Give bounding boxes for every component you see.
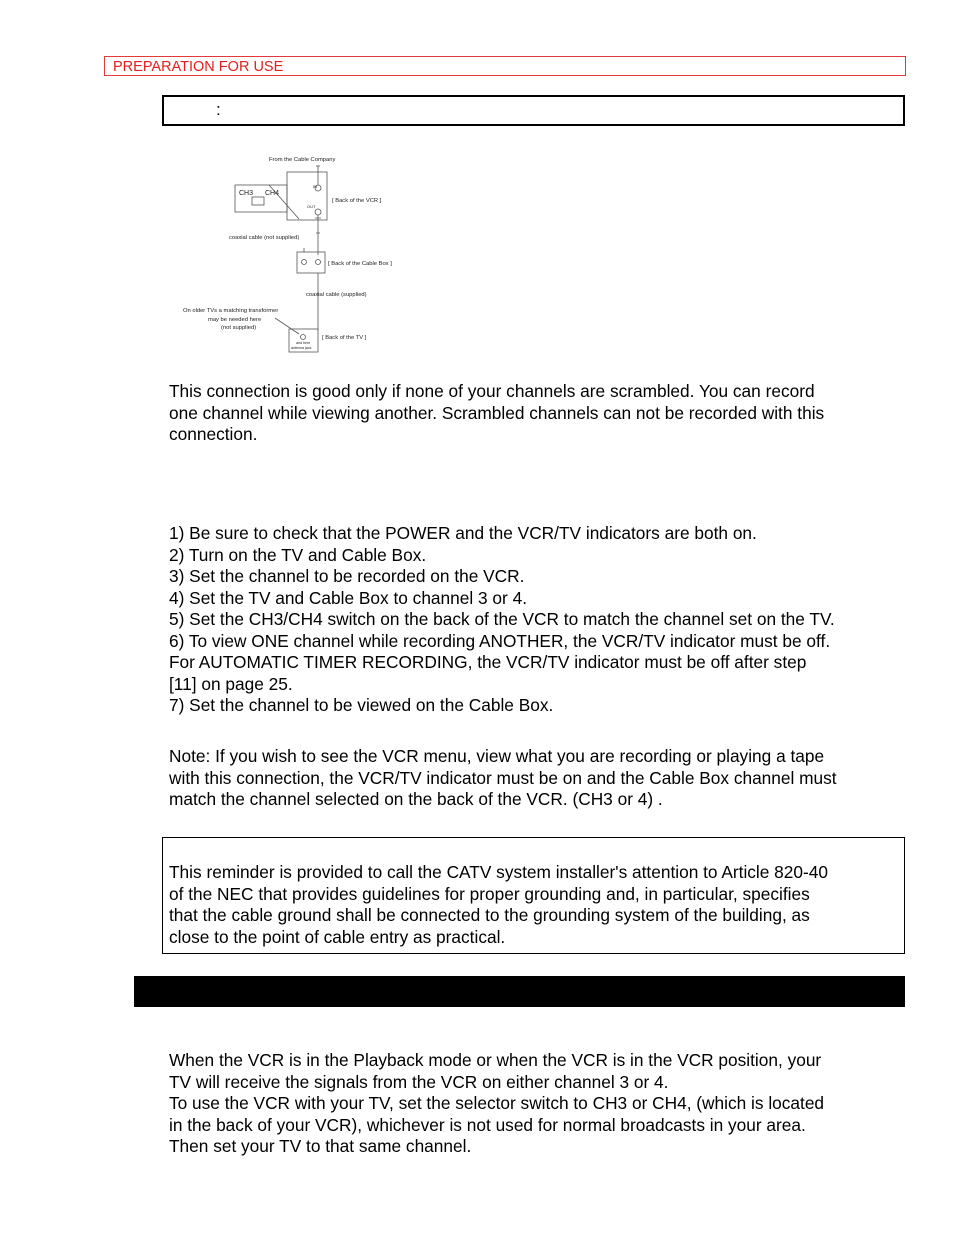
- intro-line: one channel while viewing another. Scrambled channels can not be recorded with this: [169, 402, 825, 423]
- vcr-section-line: Then set your TV to that same channel.: [169, 1136, 472, 1156]
- notice-line: that the cable ground shall be connected to the grounding system of the building, as: [169, 905, 810, 925]
- note-paragraph: [169, 746, 904, 811]
- intro-line: connection.: [169, 424, 258, 444]
- label-back-of-tv: [ Back of the TV ]: [322, 335, 367, 341]
- label-tv-terminal-1: and here: [296, 341, 311, 345]
- intro-line: This connection is good only if none of your channels are scrambled. You can record: [169, 381, 815, 401]
- notice-line: close to the point of cable entry as practical.: [169, 926, 506, 947]
- label-transformer-line-3: (not supplied): [221, 325, 257, 331]
- notice-line: This reminder is provided to call the CATV system installer's attention to Article 820-40: [169, 862, 828, 882]
- label-tv-terminal-2: antenna jack: [291, 346, 312, 350]
- step-item: 2) Turn on the TV and Cable Box.: [169, 544, 427, 565]
- catv-notice-box: [162, 837, 905, 954]
- step-item: 6) To view ONE channel while recording ANOTHER, the VCR/TV indicator must be off.: [169, 630, 831, 651]
- vcr-section-paragraph: [169, 1050, 904, 1158]
- label-transformer-line-2: may be needed here: [208, 317, 262, 323]
- section-divider-bar: [134, 976, 905, 1007]
- note-line: with this connection, the VCR/TV indicator must be on and the Cable Box channel must: [169, 767, 837, 788]
- step-item: 1) Be sure to check that the POWER and the VCR/TV indicators are both on.: [169, 523, 757, 543]
- label-back-of-vcr: [ Back of the VCR ]: [332, 198, 382, 204]
- label-back-of-cable-box: [ Back of the Cable Box ]: [328, 261, 392, 267]
- vcr-out-terminal: [315, 209, 321, 215]
- vcr-section-line: To use the VCR with your TV, set the selector switch to CH3 or CH4, (which is located: [169, 1093, 825, 1113]
- label-coax-supplied: coaxial cable (supplied): [306, 292, 367, 298]
- label-coax-not-supplied: coaxial cable (not supplied): [229, 235, 300, 241]
- caption-colon: :: [216, 100, 221, 119]
- step-item: 3) Set the channel to be recorded on the VCR.: [169, 566, 525, 586]
- ch-switch-slider: [252, 197, 264, 205]
- diagram-caption-box: [162, 95, 905, 126]
- label-vcr-out: OUT: [307, 204, 316, 209]
- step-item: 4) Set the TV and Cable Box to channel 3 or 4.: [169, 587, 528, 608]
- steps-list: [169, 523, 904, 717]
- label-ch3: CH3: [239, 190, 254, 197]
- step-item: [11] on page 25.: [169, 673, 293, 694]
- section-title: PREPARATION FOR USE: [113, 59, 284, 75]
- note-line: Note: If you wish to see the VCR menu, view what you are recording or playing a tape: [169, 746, 825, 766]
- intro-paragraph: [169, 381, 904, 446]
- note-line: match the channel selected on the back of the VCR. (CH3 or 4) .: [169, 789, 663, 809]
- label-vcr-in: IN: [313, 184, 317, 189]
- label-transformer-line-1: On older TVs a matching transformer: [183, 308, 279, 314]
- label-from-cable-company: From the Cable Company: [269, 157, 336, 163]
- step-item: For AUTOMATIC TIMER RECORDING, the VCR/TV indicator must be off after step: [169, 652, 807, 672]
- section-header-bar: [104, 56, 906, 76]
- notice-line: of the NEC that provides guidelines for proper grounding and, in particular, specifies: [169, 883, 810, 904]
- step-item: 5) Set the CH3/CH4 switch on the back of the VCR to match the channel set on the TV.: [169, 609, 835, 629]
- catv-notice-text: [169, 862, 894, 948]
- vcr-section-line: in the back of your VCR), whichever is not used for normal broadcasts in your area.: [169, 1114, 806, 1135]
- cable-connection-diagram: [175, 148, 415, 354]
- vcr-section-line: When the VCR is in the Playback mode or when the VCR is in the VCR position, your: [169, 1050, 822, 1070]
- label-ch4: CH4: [265, 190, 280, 197]
- vcr-section-line: TV will receive the signals from the VCR on either channel 3 or 4.: [169, 1071, 669, 1092]
- step-item: 7) Set the channel to be viewed on the Cable Box.: [169, 695, 554, 715]
